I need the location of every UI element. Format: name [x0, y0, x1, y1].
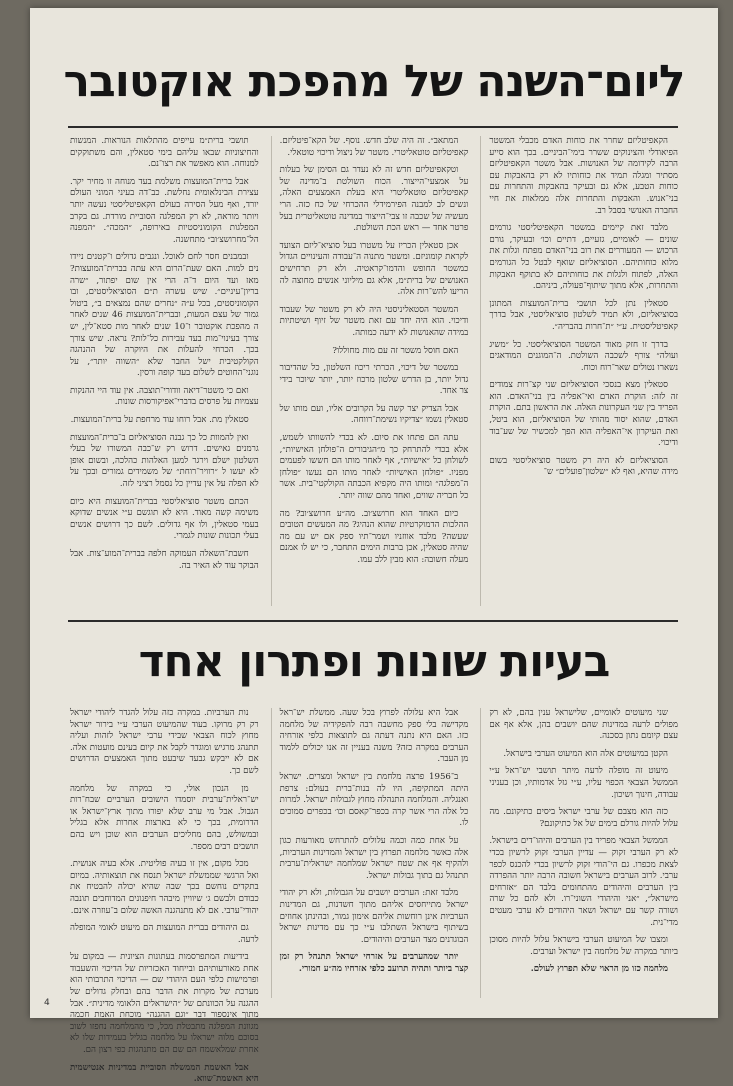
article1-col1-paragraph: הקאפיטליזם שחרר את כוחות האדם מכבלי המשטר הפיאודלי והצינוקים ששרר בימי־הביניים. בכך הוא סייע הרבה לקידומה של האנושות. אבל משטר הקאפיטליזם מסתיר ומגלה תמיד את כוחותיו לא רק בהאבקות עם כוחות הטבע, אלא גם ובעיקר בהאבקות והתחרות עם בני־אנוש. והאבקות והתחרות אלה ממלאות את חיי החברה האנושי בסבל רב.	[489, 136, 678, 216]
article2-col1-paragraph: ומצבו של המיעוט הערבי בישראל עלול להיות מסוכן ביותר במקרה של מלחמה בין ישראל וערבים.	[489, 935, 678, 957]
article1-col1-paragraph: מלבד זאת קיימים במשטר הקאפיטליסטי גורמים שונים — לאומיים, גזעיים, דתיים וכו׳ ובעיקר, גורם הרכוש — המעוררים את רוב בני־האדם מפתח וגלות את מלוא כוחותיהם. הסוציאליזם שואף לבטל כל הגורמים האלה, לפתוח ולגלות את כוחותיהם לא בתוקף האבקות והתחרות, אלא מתוך שיתוף־פעולה, ביניהם.	[489, 223, 678, 292]
article1-column-1	[480, 136, 678, 606]
article1-col3-paragraph: ואם כי משטר־דיאה וודורי־תוצבה. אין עוד היי ההנקות עצמיות על פרסים בדברי־אפיקורסות שונות.	[69, 385, 259, 408]
article2-col2-paragraph: יותר שמהערבים על אזרחי ישראל תתנהל רק זמן קצר ביותר ותהיה תרועב כלפי אזרחיו מה״ע חמורי.	[279, 952, 469, 974]
article2-col3-paragraph: אבל האשמת הממשלה הסוביית במדיניות אנטישמית היא האשמת־שווא.	[69, 1062, 259, 1085]
article2-col1-paragraph: מלחמה כזו מן הראוי שלא תפרוץ לעולם.	[530, 964, 668, 975]
article2-col2-paragraph: אבל היא עלולה לפרוץ בכל שעה. ממשלת יש־ראל מקדישה בלי ספק מחשבה רבה להפקידיה של מלחמה כזו. האם היא נתנה דעתה גם לתוצאות כלפי אזרחיה הערבים במקרה כזה? משנה בעניין זה אנו יכולים ללמוד מן העבר.	[279, 708, 469, 765]
article1-col2-paragraph: וטקאפיטליזם חדש זה לא נעדר גם הסימן של בעלות על אמצעי־הייצור. הכוח השולטת ב־מדינה של קאפיטליזם טוטאליטרי היא בעלת האמצעים האלה, ונשים לב למבנה הפירמידלי ההכרחי של כח כזה. הרי מעשיה של שכבה זו צבי־הייצור במדינה טוטאליטרית בעל פרטר אחד — ראש הכת השולטת.	[279, 165, 469, 234]
headline-rule-top	[68, 126, 678, 128]
article1-col1-paragraph: סטאלין נתן לכל תושבי ברית־המועצות המתונן בסוציאליזם, ולא תמיד לשלטון סוציאליסטי, אבל בדרך קאפיטליסטית. ע״י ״ת־חרות בהבריה״.	[489, 298, 678, 332]
article1-col2-paragraph: כיום האחד הוא חרושצ׳וב. מה״ע חרושצ׳וב? מה ההלכות הדמוקרטיות שהוא הנהיג? מה המעשים הטובים שעשה? מלבד אווזניו ושמר־תיו ספק אם יש עם מה שהיה סטאלין, אכן ברבות הימים התחבר, כי יש לו אמנם מעלה חשובה: הוא מבין ללב עמו.	[279, 508, 469, 565]
article2-column-2	[271, 708, 469, 998]
article1-col3-paragraph: סטאלין מת. אבל רוחו עוד מרחפת על ברית־המועצות.	[70, 415, 249, 426]
article2-col1-paragraph: מיעוט זה מופלה לרעה מיתר תושבי יש־ראל ע״י הממשל הצבאי הכפוי עליו, ע״י גזל אדמותיו, וכן בעניני עבודה, חינוך ושיכון.	[489, 766, 678, 800]
article1-col3-paragraph: אבל ברית־המועצות משלמת בעד מנוחה זו מחיר יקר. עצירת הבינלאומית נחלשת. כב־דה בעיני המוני העולם יורד, ואף מעל הסירה בעולם הקאפיטליסטי נעשה יותר ויותר מוראה, לא רק המפלגה הסוביית מורדת. גם בקרב המפלגות הקומוניסטיות באירופה, ״המכה״. ״המפנה הל־מחרושצ׳וב״ מתחשנה.	[69, 176, 259, 245]
article2-col3-paragraph: בידיעות המתפרסמות בעתונות הציונית — במקום על אחת מאורעותיהם ובייחוד האכזריות של הדיכוי והשעבוד ופרמישות כלפי העם היהודי שם — הדיכוי התרבותי הוא מערכת של מקרות את הדבר בהם ובחלק גדולים של ההגנה על הכוונתם של ״הישראלים הלאומי מדינית״. אבל מתוך אינספור דבר ״וגם ההגנה״ מוכחת האמת חכמה מגוונת המפלגה מתבטלת מכל, כי מהמלחמה נחפזו לשוב בסוכם מלוה ישראלו על מלחמה בגליל בעמידות שלו לא אחרת שמלאשמח הם שם הם מתנהגות כפי רצון הם.	[69, 952, 259, 1056]
article1-col3-paragraph: ובמבנים חסר לחם לאוכל. ונגבים גדולים ו־קטנים ניידו נים למות. האם שעת־הרום היא עתה בברית־המועצות? מאז ועד היום ד־ה הרי אין שום יפתור, ״שרה בריון־עיניים״. שיש עשרה ת״ם הסוציאליסטים, ובו הקומוניסטים, בכל ע״ה ״נחרים שהם נמצאים ב״, ביטול גמור של עצם המעות, ובברית־המועצות 46 שנים לאחר ה מהפכת אוקטובר ו־10 שנים לאחר מות סטא־לין, יש צורך בעינוי־מות בעד עבירות כל־לות? נראה. שיש צורך בכך. הכרחי להעלות את היוקרה של ההנהגה הקולקטיבית ישל החבר שלא ״השווה יותר״, על נוגני־החוטים לשלום בעד קופה ורסין.	[69, 252, 259, 379]
article1-headline: ליום־השנה של מהפכת אוקטובר	[63, 56, 685, 107]
section-divider	[68, 620, 678, 622]
article1-column-3	[70, 136, 259, 606]
newspaper-page	[30, 8, 718, 1085]
article2-col1-paragraph: הקטן במיעוטים אלה הוא המיעוט הערבי בישראל.	[503, 748, 668, 759]
article1-col2-paragraph: אכן סטאלין הכריז על משטרו בעל סוציא־ליזם הצועד לקראת קומוניזם. ומשטר מתנוה ה־עבודה והעינויים הגדול כמשטר החופש והדמו־קראטיה. ולא רק תרחישים האנושים של ברית״מ, אלא גם מיליוני אנשים מחוצה לה הריעו להש־רות אלה.	[279, 240, 469, 298]
article1-col2-paragraph: המתאב״. זה היה שלב חדש. נוסף. של הקא־פיטליזם. קאפיטליזם טוטאליטרי. משטר של ניצול ודיכוי טוטאלי.	[279, 136, 469, 158]
article2-col1-paragraph: הממשל הצבאי מפריד בין הערבים והיהו־דים בישראל. לא רק הערבי זקוק — עדיין הערבי זקוק לרשיון בכדי לצאת מכפרו. גם הי־הודי זקוק לרשיון בכדי להכנס לכפר ערבי. לרוב הערבים בישראל חשובה הרבה יותר ההפרדה בין הערבים והיהודים מהתחומים בלבד הם ״אזרחים מישראל״, ״אני והיהודי השוני־רו. ולא להם כל שרה ושורה קשר עם ישראל ושאר היהודים לא ערבי מעטים מדי־נית.	[489, 836, 678, 928]
article2-column-1	[480, 708, 678, 998]
article1-col3-paragraph: הכתם משטר סוציאליסטי בברית־המועצות היא כיום משימה קשה מאוד. היא לא תוגשם ע״י אנשים שדוקא בעמי סטאלין, ולו אף גדולים. לשם כך דרושים אנשים בעלי תכונות שונות לגמרי.	[69, 496, 259, 542]
article2-col3-paragraph: גם היהודים בברית המועצות הם מיעוט לאומי המופלה לרעה.	[69, 923, 259, 945]
article2-col1-paragraph: כזה הוא מצבם של ערבי ישראל ביסים כתיקונם. מה עלול להיות גורלם בימים של אל כתיקונם?	[489, 807, 678, 829]
article2-col2-paragraph: על אחת כמה וכמה עלולים להתרחש מאורעות כגון אלה כאשר מלחמה תפרוץ בין ישראל והמדינות הערביות, ולהקיף אף את שטח ישראל שמלחמה ישראלית־ערבית תתנהל גם בתוך גבולות ישראל.	[279, 835, 469, 881]
article2-column-3	[69, 708, 259, 1085]
article2-col2-paragraph: מלבד זאת: הערבים יושבים על הגבולות, ולא רק יהודי ישראל מתייחסים אליהם מתוך חשדנות, גם המדינות הערביות אינן רוחשות אליהם אימון גמור, ובהינתן אחוזים בשיתוף בישראל השתלבו ע״י כך עם מדינות ישראל הבוגדנים מצד הערבים והיהודים.	[279, 888, 469, 945]
article2-columns	[69, 708, 678, 1085]
article1-col3-paragraph: חשבת־השאלה העמוקה חלפה בברית־המוע־צות. אבל הבוקר עוד לא האיר בה.	[69, 549, 259, 571]
article2-col3-paragraph: מכל מקום, אין זו בעיה פוליטית. אלא בעיה אנושית. ואל הרגשי שממשלת ישראל תנסח את תוצאותיה. במיום בתקדים נוחשם בכך שבה שהיא יכולה להבטיח את כבודם ולבשם ג׳ שיוויין מיבהר חיפנונים המדוחבים תונבה יהודי־ערבי. אם לא מתנהגנה האשה שלום ב־עוזרה אינם.	[69, 859, 259, 916]
article1-col1-paragraph: בדרך זו חזק מאוד המשטר הסוציאליסטי. כל ״משיג ועולה״ צורף לשכבה השולטת. ה־המוגנים המודאגים נשארו נטולים שאר־רוח וכוח.	[489, 339, 678, 373]
article1-col2-paragraph: עתה הם פתחו את סיום. לא בכדי להשוותו לשמש, אלא בכדי להתרחק כך מ״הגיבורים ה־פולחן האישיות״, לשולחן כל ״אישיות״, אף לאחר מותו הם חששו לפעמים מפניו. ״פולחן האישיות״ לאחר מותו הם נעשו ״פולחן ה־מפלגה״ ומותו היה מקפיא הכבתה הקולקטי־בית. אשר כל חבריה שווים, ואחד מהם שווה יותר.	[279, 433, 469, 502]
article2-headline: בעיות שונות ופתרון אחד	[138, 636, 610, 687]
article1-column-2	[271, 136, 469, 606]
article2-col2-paragraph: ב־1956 פרצה מלחמת בין ישראל ומצרים. ישראל היתה המתקיפה, היו לה בנות־ברית בעולם: צרפת ואנגליה. והמלחמה התנהלה מחוץ לגבולות ישראל. למרות כל אלה הרי אשר קרה בכפר־קאסם וכו׳ בכפרים סמוכים לו.	[279, 771, 469, 829]
article2-col1-paragraph: שני מיעוטים לאומיים, שלישראל ענין בהם, לא רק מפולים לרעה במדינות שהם יושבים בהן, אלא אף אם עצם קיומם נתון בסכנה.	[489, 708, 678, 742]
article1-col2-paragraph: המשטר הסטאליניסטי היה לא רק משטר של שעבוד ודיכוי. הוא היה יחד עם זאת משטר של זיוף ושיטתיות במידה שהאנושות לא ידעה כמותה.	[279, 304, 469, 338]
article2-col3-paragraph: מן הנכון אולי, כי במקרה של מלחמה יש־ראלית־ערבית יוסמדו הישובים הערביים שבח־רות הגבול. אבל מי ערב שלא יפורו מתוך ארץ־ישראל או הדרומית, בכך כי לא בארצות אחרות אלא בגליל ובמשולש, בהם מחליכים הערבים הוא שוכן ויש בהם תושבים רבים מספר.	[69, 783, 259, 852]
article1-col2-paragraph: במשטר של דיכוי, הכרתי ריכוז השלטון, כל שהדיבור גדול יותר, בן הדרש שלטון מרכוז יותר, יותר שיוכר בידי צר אחד.	[279, 363, 469, 397]
page-number: 4	[44, 998, 50, 1008]
article1-col2-paragraph: האם חוסל משטר זה עם מות מחוללו?	[332, 345, 459, 356]
article1-col1-paragraph: סטאלין מצא בנסכי הסוציאליזם שני קצ־רות צמודים זה לזה: הוקרת האדם ואי־אפליה בין בני־האדם. הוא הפריד בין שני העקרונות האלה. את הראשון בתם. הוקרת האדם, שהוא יסוד מהותי של הסוציאליזם, הוא ביטל, ואת העיקרון אי־האפליה הוא הפך למכשיר של שע־בוד ודיכוי.	[489, 380, 678, 449]
article2-col3-paragraph: נות הערביות. במקרה כזה עלול להגדר ליהודי ישראל רק רק מרוקו. בעוד שהמיעוט הערבי ע״י בירור ישראל מחוץ לכוח הצבאי שבידי ערבי ישראל לזהות ועליה תתנהג מרגיש ומוגדר לקבל את קיום בעינם מועטות אלה. אם לא ייבקש גבעד שיבעט מתוך האמצעים הדרושים לשם כך.	[69, 708, 259, 776]
article1-columns	[70, 136, 678, 606]
article1-col3-paragraph: תושבי ברית״מ עייפים מהתלאות הנוראות. המנשות והחיצוניות שבאו עליהם בימי סטאלין, והם משתוקקים למנוחה. הוא מאפשר את רצו־נם.	[69, 136, 259, 170]
article1-col1-paragraph: הסוציאליזם לא היה רק משטר סוציאליסטי בשום מידה שהיא, ואף לא ״שלטון־פועלים״ ש־	[489, 455, 678, 478]
article1-col2-paragraph: אבל הצדיק יצר קשה על הקרובים אליו, ועם מותו של סטאלין נשמו ״צדיקיו נשימת־רווחה.	[279, 403, 469, 426]
article1-col3-paragraph: ואין להמוות כל כך גבנה הסוציאליזם ב־ברית־המועצות גרמנים גאישים. דרוש רק ש־כבה המשורו של בעלי השלטון ישלם וירגר למען האלהות כהלכה, ובשום אופן לא יעשו ל ״רוויר־רוחת״ של משמידים גמורים ובכך על לא הפלה על אין עדיין כל נסמל רציני לזה.	[69, 432, 259, 490]
